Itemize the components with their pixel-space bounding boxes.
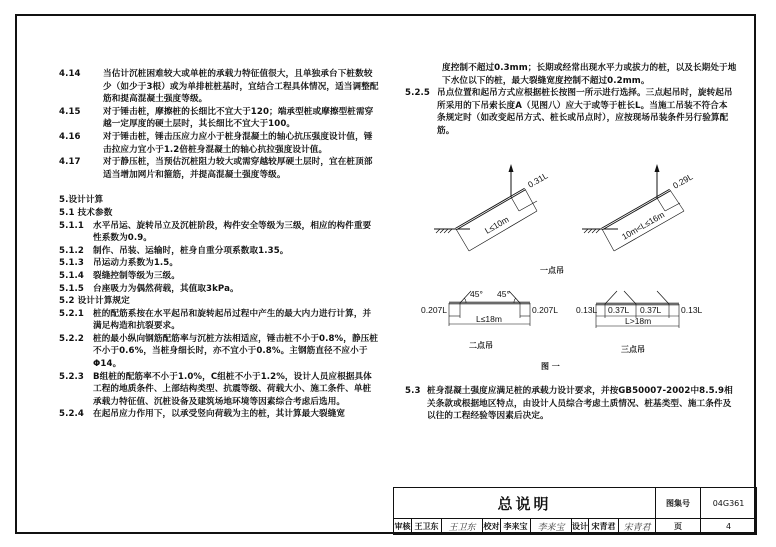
svg-text:45°: 45° — [470, 289, 483, 299]
atlas-number-label: 图集号 — [656, 488, 701, 519]
figure-caption: 图 一 — [541, 362, 560, 371]
clause-5-2-2 — [59, 333, 379, 371]
three-point-caption: 三点吊 — [621, 345, 645, 354]
clause-4-16 — [59, 131, 379, 156]
clause-text: 对于静压桩，当预估沉桩阻力较大或需穿越较厚硬土层时，宜在桩顶部适当增加网片和箍筋，并提高混凝土强度等级。 — [103, 157, 373, 180]
clause-number: 4.14 — [59, 69, 81, 79]
designer-signature: 宋青君 — [619, 519, 656, 535]
clause-text: 在起吊应力作用下，以承受竖向荷载为主的桩，其计算最大裂缝宽 — [93, 409, 346, 420]
right-text-column — [405, 62, 740, 138]
clause-number: 5.1.5 — [59, 283, 84, 294]
clause-5-1-3 — [59, 257, 379, 270]
clause-5-1-1 — [59, 220, 379, 245]
section-5-1-heading: 5.1 技术参数 — [59, 207, 113, 218]
page-number: 4 — [701, 519, 757, 535]
svg-text:10m<L≤16m: 10m<L≤16m — [620, 209, 667, 242]
svg-text:0.29L: 0.29L — [671, 171, 695, 191]
clause-number: 4.16 — [59, 131, 81, 142]
svg-text:0.37L: 0.37L — [608, 305, 630, 315]
one-point-caption: 一点吊 — [540, 266, 564, 275]
one-point-lift-diagram-b — [582, 164, 695, 251]
svg-text:0.207L: 0.207L — [421, 305, 447, 315]
clause-5-3-body — [405, 385, 735, 423]
clause-number: 5.3 — [405, 386, 421, 396]
clause-number: 5.1.3 — [59, 258, 84, 269]
section-5-2-heading: 5.2 设计计算规定 — [59, 296, 130, 307]
clause-text: 吊运动力系数为1.5。 — [93, 258, 179, 269]
clause-number: 5.2.4 — [59, 409, 84, 420]
svg-text:L≤10m: L≤10m — [483, 214, 511, 236]
svg-text:0.207L: 0.207L — [532, 305, 558, 315]
check-label: 校对 — [483, 519, 501, 535]
atlas-number: 04G361 — [701, 488, 757, 519]
section-5-heading: 5.设计计算 — [59, 195, 104, 206]
clause-text: 桩身混凝土强度应满足桩的承载力设计要求，并按GB50007-2002中8.5.9相关条款或根据地区特点，由设计人员综合考虑土质情况、桩基类型、施工条件及以往的工程经验等因素后决定。 — [427, 386, 733, 422]
clause-text: 桩的配筋系按在水平起吊和旋转起吊过程中产生的最大内力进行计算，并满足构造和抗裂要求。 — [93, 308, 372, 332]
designer-name: 宋青君 — [589, 519, 619, 535]
three-point-lift-diagram — [576, 291, 703, 328]
clause-number: 5.2.1 — [59, 308, 84, 319]
clause-number: 5.1.1 — [59, 220, 84, 231]
clause-text: 吊点位置和起吊方式应根据桩长按图一所示进行选择。三点起吊时，旋转起吊所采用的下吊索长度A（见图八）应大于或等于桩长L。当施工吊装不符合本条规定时（如改变起吊方式、桩长或吊点时），应按现场吊装条件另行验算配筋。 — [437, 88, 733, 136]
svg-text:L≤18m: L≤18m — [476, 314, 502, 324]
svg-text:L>18m: L>18m — [625, 316, 652, 326]
clause-5-1-4 — [59, 270, 379, 283]
clause-text: 裂缝控制等级为三级。 — [93, 270, 180, 281]
checker-name: 李来宝 — [501, 519, 531, 535]
clause-number: 5.2.5 — [405, 88, 430, 99]
clause-4-15 — [59, 106, 379, 131]
clause-number: 5.1.4 — [59, 270, 84, 281]
clause-5-2-1 — [59, 308, 379, 333]
clause-5-3 — [405, 385, 735, 423]
clause-text: 制作、吊装、运输时，桩身自重分项系数取1.35。 — [93, 245, 289, 256]
page-label: 页 — [656, 519, 701, 535]
reviewer-signature: 王卫东 — [442, 519, 483, 535]
left-text-column — [59, 68, 379, 421]
clause-number: 5.1.2 — [59, 245, 84, 256]
lifting-point-figure — [415, 150, 745, 375]
clause-text: B组桩的配筋率不小于1.0%，C组桩不小于1.2%，设计人员应根据具体工程的地质条件、上部结构类型、抗震等级、荷载大小、施工条件、单桩承载力特征值、沉桩设备及建筑场地环境等因素综合考虑后选用。 — [93, 371, 372, 407]
two-point-lift-diagram — [421, 289, 558, 326]
clause-number: 4.17 — [59, 157, 81, 168]
reviewer-name: 王卫东 — [412, 519, 442, 535]
clause-text: 对于锤击桩，锤击压应力应小于桩身混凝土的轴心抗压强度设计值，锤击拉应力宜小于1.2倍桩身混凝土的轴心抗拉强度设计值。 — [103, 131, 373, 155]
clause-5-1-5 — [59, 283, 379, 296]
design-label: 设计 — [572, 519, 589, 535]
clause-number: 5.2.3 — [59, 371, 84, 382]
svg-text:0.13L: 0.13L — [681, 305, 703, 315]
clause-text: 当估计沉桩困难较大或单桩的承载力特征值很大，且单独承台下桩数较少（如少于3根）或为单排桩桩基时，宜结合工程具体情况，适当调整配筋和提高混凝土强度等级。 — [103, 69, 379, 105]
clause-5-2-3 — [59, 371, 379, 409]
svg-text:0.37L: 0.37L — [640, 305, 662, 315]
clause-5-2-5 — [405, 87, 735, 137]
title-block — [393, 487, 756, 534]
drawing-title: 总说明 — [394, 488, 656, 519]
svg-text:45°: 45° — [497, 289, 510, 299]
clause-number: 5.2.2 — [59, 333, 84, 344]
clause-5-1-2 — [59, 245, 379, 258]
clause-text: 水平吊运、旋转吊立及沉桩阶段，构件安全等级为三级，相应的构件重要性系数为0.9。 — [93, 220, 372, 244]
clause-number: 4.15 — [59, 106, 81, 117]
svg-text:0.13L: 0.13L — [576, 305, 598, 315]
clause-4-14 — [59, 68, 379, 106]
clause-text: 台座吸力为偶然荷载，其值取3kPa。 — [93, 283, 239, 294]
clause-5-2-4-continued: 度控制不超过0.3mm；长期或经常出现水平力或拔力的桩，以及长期处于地下水位以下的桩，最大裂缝宽度控制不超过0.2mm。 — [442, 63, 737, 86]
checker-signature: 李来宝 — [531, 519, 572, 535]
two-point-caption: 二点吊 — [469, 341, 493, 350]
clause-text: 对于锤击桩，摩擦桩的长细比不宜大于120；端承型桩或摩擦型桩需穿越一定厚度的硬土层时，其长细比不宜大于100。 — [103, 106, 374, 130]
clause-text: 桩的最小纵向钢筋配筋率与沉桩方法相适应，锤击桩不小于0.8%，静压桩不小于0.6%，当桩身细长时，亦不宜小于0.8%。主钢筋直径不应小于Φ14。 — [93, 333, 379, 370]
one-point-lift-diagram-a — [434, 164, 550, 251]
clause-4-17 — [59, 156, 379, 181]
review-label: 审核 — [394, 519, 412, 535]
clause-5-2-4 — [59, 408, 379, 421]
svg-text:0.31L: 0.31L — [526, 170, 550, 190]
